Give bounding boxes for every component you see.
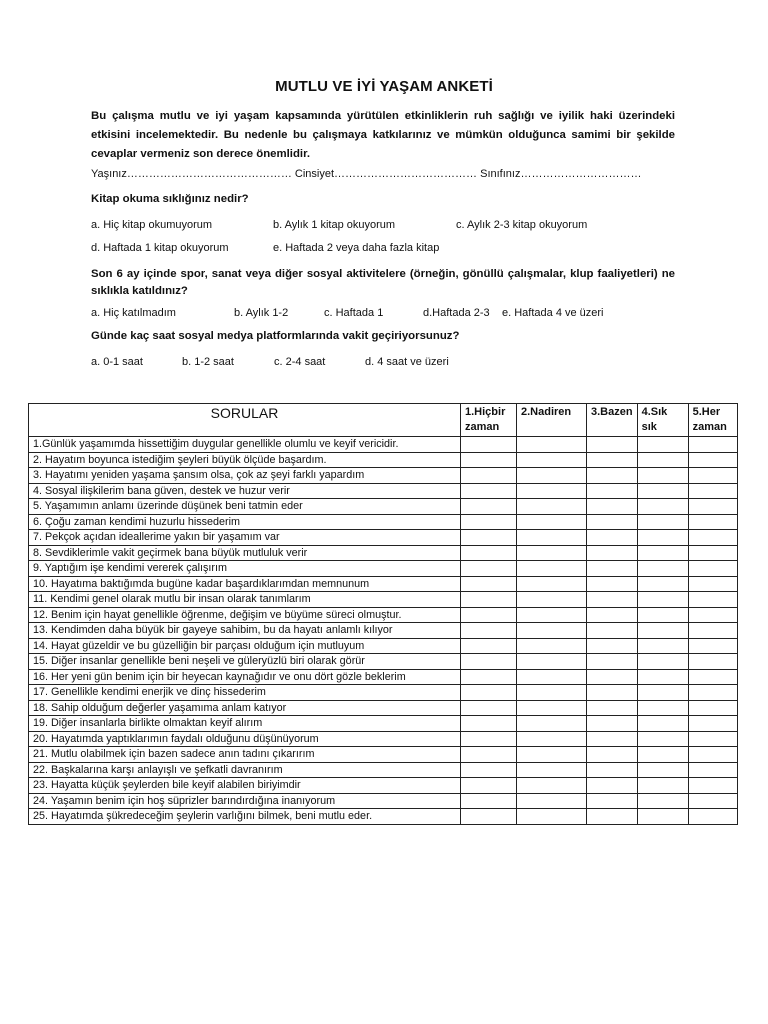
option-reading-d: d. Haftada 1 kitap okuyorum [91,242,229,254]
answer-cell-4[interactable] [637,809,688,825]
option-reading-b: b. Aylık 1 kitap okuyorum [273,219,396,231]
answer-cell-1[interactable] [461,793,517,809]
answer-cell-2[interactable] [517,592,587,608]
answer-cell-3[interactable] [587,499,638,515]
answer-cell-1[interactable] [461,700,517,716]
answer-cell-2[interactable] [517,530,587,546]
question-cell: 17. Genellikle kendimi enerjik ve dinç hissederim [29,685,461,701]
question-cell: 9. Yaptığım işe kendimi vererek çalışırım [29,561,461,577]
answer-cell-1[interactable] [461,623,517,639]
page-title: MUTLU VE İYİ YAŞAM ANKETİ [275,78,493,95]
answer-cell-1[interactable] [461,731,517,747]
option-social-b: b. 1-2 saat [182,356,234,368]
question-cell: 2. Hayatım boyunca istediğim şeyleri büyük ölçüde başardım. [29,452,461,468]
answer-cell-2[interactable] [517,576,587,592]
answer-cell-5[interactable] [688,731,737,747]
demographics-line: Yaşınız……………………………………… Cinsiyet………………………………… Sınıfınız…………………………… [91,168,642,180]
table-row [29,700,738,716]
answer-cell-5[interactable] [688,468,737,484]
header-choice-2: 2.Nadiren [517,404,587,437]
question-cell: 22. Başkalarına karşı anlayışlı ve şefkatli davranırım [29,762,461,778]
answer-cell-5[interactable] [688,809,737,825]
answer-cell-1[interactable] [461,530,517,546]
answer-cell-2[interactable] [517,716,587,732]
question-cell: 8. Sevdiklerimle vakit geçirmek bana büyük mutluluk verir [29,545,461,561]
answer-cell-5[interactable] [688,545,737,561]
answer-cell-5[interactable] [688,623,737,639]
answer-cell-4[interactable] [637,685,688,701]
answer-cell-5[interactable] [688,483,737,499]
table-row [29,545,738,561]
answer-cell-3[interactable] [587,530,638,546]
answer-cell-3[interactable] [587,592,638,608]
answer-cell-4[interactable] [637,700,688,716]
answer-cell-2[interactable] [517,669,587,685]
table-row [29,716,738,732]
table-row [29,793,738,809]
table-row [29,452,738,468]
answer-cell-5[interactable] [688,437,737,453]
question-activities: Son 6 ay içinde spor, sanat veya diğer sosyal aktivitelere (örneğin, gönüllü çalışmalar, klup faaliyetleri) ne sıklıkla katıldınız? [91,268,675,297]
option-reading-a: a. Hiç kitap okumuyorum [91,219,213,231]
table-row [29,762,738,778]
answer-cell-1[interactable] [461,778,517,794]
question-cell: 1.Günlük yaşamımda hissettiğim duygular genellikle olumlu ve keyif vericidir. [29,437,461,453]
table-row [29,654,738,670]
survey-table [28,403,738,825]
question-cell: 23. Hayatta küçük şeylerden bile keyif alabilen biriyimdir [29,778,461,794]
header-choice-5: 5.Her zaman [688,404,737,437]
question-cell: 20. Hayatımda yaptıklarımın faydalı olduğunu düşünüyorum [29,731,461,747]
answer-cell-4[interactable] [637,669,688,685]
option-social-c: c. 2-4 saat [274,356,326,368]
table-row [29,530,738,546]
option-reading-e: e. Haftada 2 veya daha fazla kitap [273,242,440,254]
answer-cell-2[interactable] [517,561,587,577]
question-cell: 12. Benim için hayat genellikle öğrenme, değişim ve büyüme süreci olmuştur. [29,607,461,623]
question-cell: 19. Diğer insanlarla birlikte olmaktan keyif alırım [29,716,461,732]
answer-cell-3[interactable] [587,669,638,685]
answer-cell-1[interactable] [461,669,517,685]
answer-cell-3[interactable] [587,607,638,623]
answer-cell-5[interactable] [688,762,737,778]
answer-cell-4[interactable] [637,716,688,732]
answer-cell-2[interactable] [517,778,587,794]
answer-cell-2[interactable] [517,731,587,747]
answer-cell-3[interactable] [587,483,638,499]
answer-cell-1[interactable] [461,762,517,778]
answer-cell-3[interactable] [587,700,638,716]
answer-cell-3[interactable] [587,731,638,747]
table-row [29,669,738,685]
table-body [29,437,738,825]
answer-cell-1[interactable] [461,592,517,608]
answer-cell-4[interactable] [637,793,688,809]
question-social-media: Günde kaç saat sosyal medya platformlarında vakit geçiriyorsunuz? [91,330,460,342]
question-cell: 5. Yaşamımın anlamı üzerinde düşünek beni tatmin eder [29,499,461,515]
answer-cell-1[interactable] [461,576,517,592]
table-row [29,747,738,763]
answer-cell-1[interactable] [461,437,517,453]
answer-cell-5[interactable] [688,793,737,809]
answer-cell-3[interactable] [587,514,638,530]
answer-cell-1[interactable] [461,499,517,515]
answer-cell-3[interactable] [587,685,638,701]
answer-cell-4[interactable] [637,638,688,654]
table-row [29,809,738,825]
table-row [29,731,738,747]
answer-cell-4[interactable] [637,561,688,577]
answer-cell-3[interactable] [587,437,638,453]
answer-cell-3[interactable] [587,778,638,794]
option-activities-e: e. Haftada 4 ve üzeri [502,307,604,319]
answer-cell-5[interactable] [688,685,737,701]
question-cell: 18. Sahip olduğum değerler yaşamıma anlam katıyor [29,700,461,716]
header-sorular: SORULAR [29,404,461,437]
answer-cell-4[interactable] [637,731,688,747]
option-social-a: a. 0-1 saat [91,356,143,368]
answer-cell-2[interactable] [517,468,587,484]
answer-cell-2[interactable] [517,545,587,561]
answer-cell-3[interactable] [587,623,638,639]
question-cell: 11. Kendimi genel olarak mutlu bir insan olarak tanımlarım [29,592,461,608]
table-row [29,623,738,639]
answer-cell-2[interactable] [517,793,587,809]
answer-cell-4[interactable] [637,778,688,794]
answer-cell-2[interactable] [517,685,587,701]
answer-cell-2[interactable] [517,437,587,453]
answer-cell-4[interactable] [637,576,688,592]
table-row [29,778,738,794]
answer-cell-4[interactable] [637,437,688,453]
answer-cell-3[interactable] [587,545,638,561]
question-cell: 14. Hayat güzeldir ve bu güzelliğin bir parçası olduğum için mutluyum [29,638,461,654]
option-activities-b: b. Aylık 1-2 [234,307,289,319]
answer-cell-5[interactable] [688,669,737,685]
answer-cell-4[interactable] [637,592,688,608]
question-cell: 16. Her yeni gün benim için bir heyecan kaynağıdır ve onu dört gözle beklerim [29,669,461,685]
answer-cell-4[interactable] [637,623,688,639]
answer-cell-5[interactable] [688,452,737,468]
answer-cell-1[interactable] [461,747,517,763]
answer-cell-1[interactable] [461,514,517,530]
answer-cell-4[interactable] [637,762,688,778]
answer-cell-5[interactable] [688,592,737,608]
option-activities-d: d.Haftada 2-3 [423,307,490,319]
question-cell: 10. Hayatıma baktığımda bugüne kadar başardıklarımdan memnunum [29,576,461,592]
question-cell: 3. Hayatımı yeniden yaşama şansım olsa, çok az şeyi farklı yapardım [29,468,461,484]
header-choice-1: 1.Hiçbir zaman [461,404,517,437]
answer-cell-2[interactable] [517,499,587,515]
option-activities-a: a. Hiç katılmadım [91,307,176,319]
answer-cell-5[interactable] [688,607,737,623]
question-cell: 4. Sosyal ilişkilerim bana güven, destek ve huzur verir [29,483,461,499]
table-row [29,576,738,592]
answer-cell-2[interactable] [517,607,587,623]
answer-cell-4[interactable] [637,514,688,530]
answer-cell-5[interactable] [688,778,737,794]
table-row [29,483,738,499]
answer-cell-5[interactable] [688,700,737,716]
answer-cell-3[interactable] [587,576,638,592]
answer-cell-5[interactable] [688,654,737,670]
question-cell: 15. Diğer insanlar genellikle beni neşeli ve güleryüzlü biri olarak görür [29,654,461,670]
question-cell: 25. Hayatımda şükredeceğim şeylerin varlığını bilmek, beni mutlu eder. [29,809,461,825]
answer-cell-5[interactable] [688,747,737,763]
answer-cell-1[interactable] [461,561,517,577]
answer-cell-5[interactable] [688,514,737,530]
table-row [29,499,738,515]
answer-cell-3[interactable] [587,654,638,670]
table-row [29,561,738,577]
table-row [29,514,738,530]
answer-cell-4[interactable] [637,499,688,515]
answer-cell-2[interactable] [517,514,587,530]
answer-cell-1[interactable] [461,809,517,825]
table-row [29,592,738,608]
question-cell: 6. Çoğu zaman kendimi huzurlu hissederim [29,514,461,530]
answer-cell-2[interactable] [517,638,587,654]
answer-cell-1[interactable] [461,483,517,499]
answer-cell-5[interactable] [688,499,737,515]
answer-cell-4[interactable] [637,654,688,670]
answer-cell-5[interactable] [688,576,737,592]
table-header-row [29,404,738,437]
answer-cell-1[interactable] [461,452,517,468]
answer-cell-3[interactable] [587,747,638,763]
table-row [29,685,738,701]
answer-cell-4[interactable] [637,545,688,561]
option-reading-c: c. Aylık 2-3 kitap okuyorum [456,219,588,231]
question-cell: 21. Mutlu olabilmek için bazen sadece anın tadını çıkarırım [29,747,461,763]
answer-cell-4[interactable] [637,483,688,499]
answer-cell-2[interactable] [517,623,587,639]
answer-cell-5[interactable] [688,561,737,577]
answer-cell-5[interactable] [688,638,737,654]
answer-cell-4[interactable] [637,468,688,484]
answer-cell-1[interactable] [461,638,517,654]
question-cell: 24. Yaşamın benim için hoş süprizler barındırdığına inanıyorum [29,793,461,809]
question-cell: 13. Kendimden daha büyük bir gayeye sahibim, bu da hayatı anlamlı kılıyor [29,623,461,639]
header-choice-3: 3.Bazen [587,404,638,437]
answer-cell-5[interactable] [688,716,737,732]
table-row [29,607,738,623]
answer-cell-4[interactable] [637,607,688,623]
answer-cell-2[interactable] [517,483,587,499]
answer-cell-3[interactable] [587,809,638,825]
answer-cell-3[interactable] [587,452,638,468]
table-row [29,468,738,484]
answer-cell-2[interactable] [517,700,587,716]
table-row [29,437,738,453]
answer-cell-3[interactable] [587,468,638,484]
answer-cell-3[interactable] [587,638,638,654]
answer-cell-1[interactable] [461,468,517,484]
answer-cell-3[interactable] [587,561,638,577]
intro-paragraph: Bu çalışma mutlu ve iyi yaşam kapsamında yürütülen etkinliklerin ruh sağlığı ve iyilik haki üzerindeki etkisini incelemektedir. Bu nedenle bu çalışmaya katkılarınız ve mümkün olduğunca samimi bir şekilde cevaplar vermeniz son derece önemlidir. [91,110,675,160]
question-reading: Kitap okuma sıklığınız nedir? [91,193,249,205]
answer-cell-2[interactable] [517,452,587,468]
answer-cell-1[interactable] [461,654,517,670]
answer-cell-2[interactable] [517,809,587,825]
answer-cell-2[interactable] [517,747,587,763]
answer-cell-4[interactable] [637,747,688,763]
answer-cell-3[interactable] [587,762,638,778]
answer-cell-1[interactable] [461,545,517,561]
header-choice-4: 4.Sık sık [637,404,688,437]
answer-cell-2[interactable] [517,654,587,670]
answer-cell-2[interactable] [517,762,587,778]
answer-cell-5[interactable] [688,530,737,546]
answer-cell-1[interactable] [461,685,517,701]
answer-cell-3[interactable] [587,716,638,732]
option-social-d: d. 4 saat ve üzeri [365,356,449,368]
question-cell: 7. Pekçok açıdan ideallerime yakın bir yaşamım var [29,530,461,546]
option-activities-c: c. Haftada 1 [324,307,384,319]
table-row [29,638,738,654]
answer-cell-4[interactable] [637,452,688,468]
answer-cell-1[interactable] [461,607,517,623]
answer-cell-4[interactable] [637,530,688,546]
answer-cell-3[interactable] [587,793,638,809]
answer-cell-1[interactable] [461,716,517,732]
